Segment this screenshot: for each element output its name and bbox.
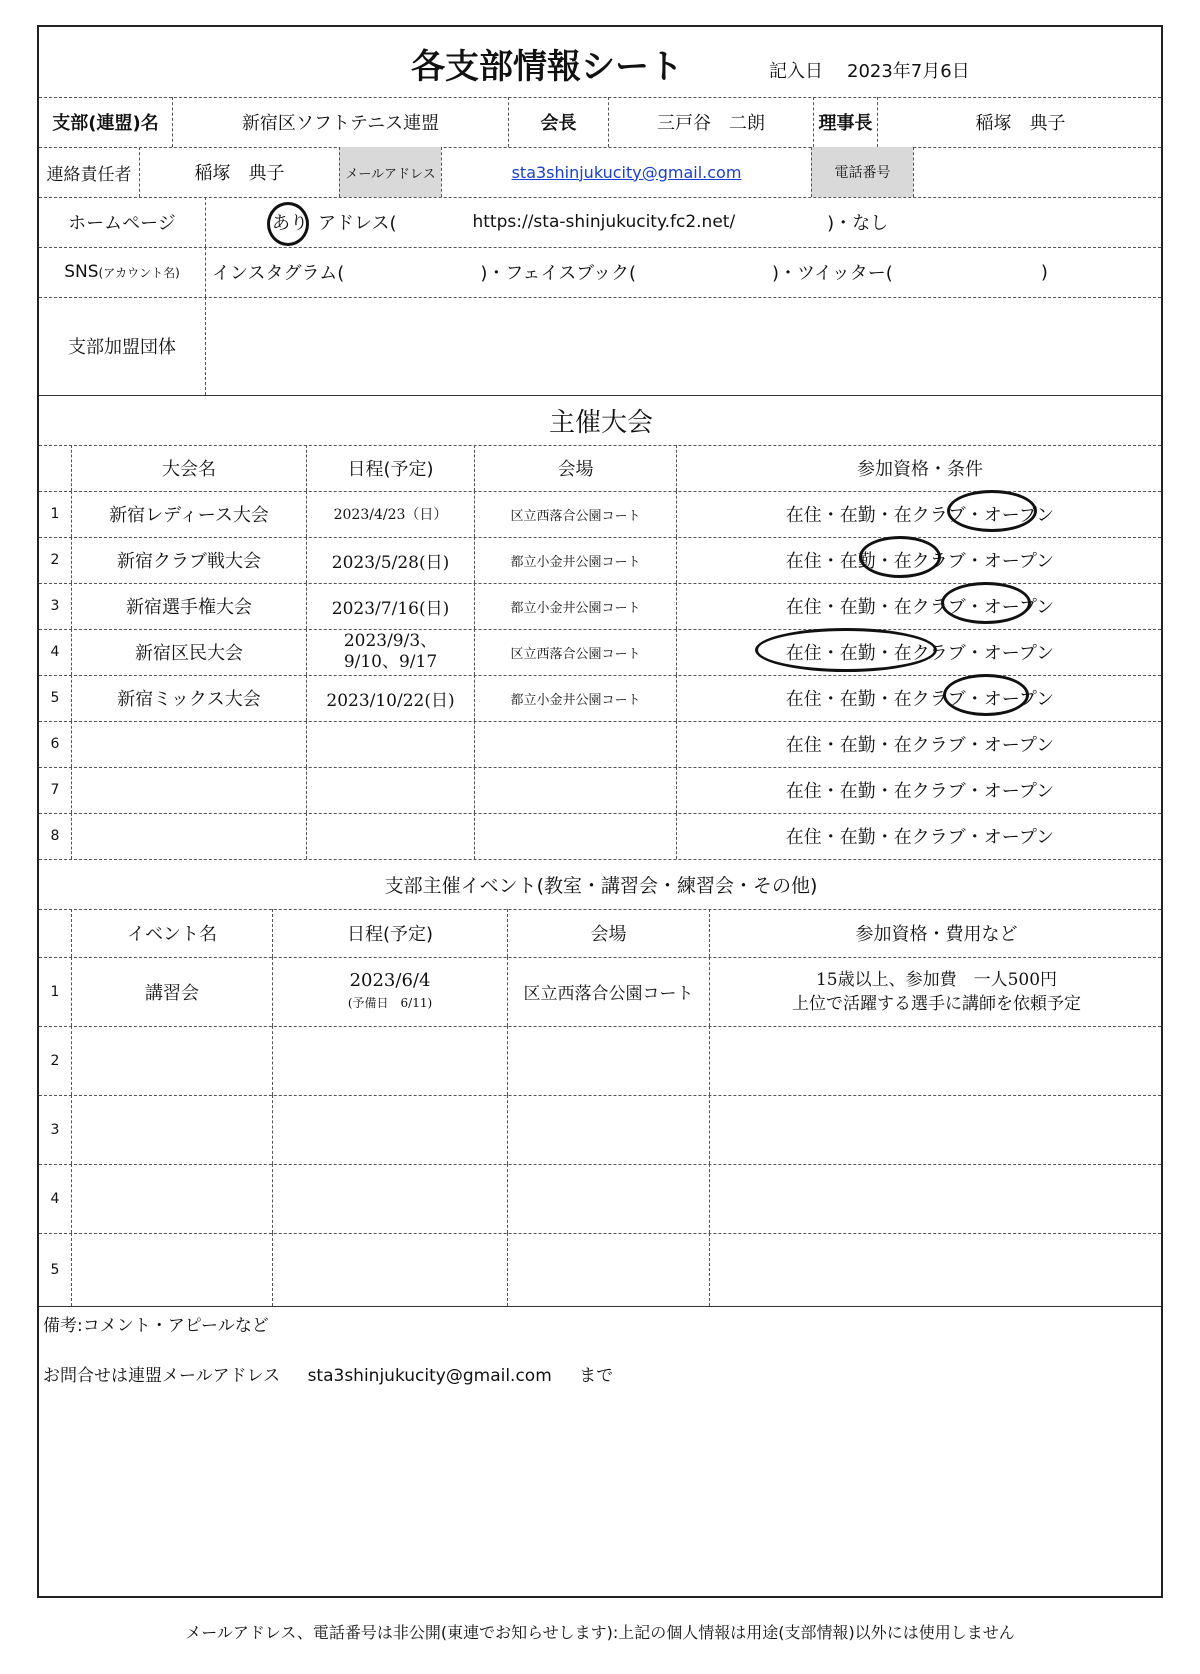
groups-value (205, 297, 1163, 395)
sns-facebook: )・フェイスブック( (480, 263, 637, 284)
sns-twitter: )・ツイッター( (772, 263, 893, 284)
event-date-cell (272, 957, 507, 1026)
remarks-label: 備考:コメント・アピールなど (43, 1316, 269, 1336)
events-title: 支部主催イベント(教室・講習会・練習会・その他) (384, 874, 818, 897)
event-num: 4 (50, 1190, 60, 1207)
events-header-row (39, 909, 1161, 958)
tournaments-header-date: 日程(予定) (306, 445, 474, 491)
homepage-row (39, 197, 1161, 248)
tournament-date: 2023/7/16(日) (331, 598, 450, 619)
phone-label: 電話番号 (811, 147, 913, 197)
tournament-row (39, 491, 1161, 538)
events-title-row (39, 859, 1161, 910)
tournament-date-cell (306, 583, 474, 629)
tournament-cond: 在住・在勤・在クラブ・オープン (676, 629, 1163, 675)
sns-close: ) (1040, 261, 1048, 283)
tournament-venue (474, 813, 676, 859)
tournament-num: 7 (50, 782, 60, 798)
inquiry-email: sta3shinjukucity@gmail.com (307, 1366, 552, 1386)
event-num: 2 (50, 1052, 60, 1069)
tournament-date: 2023/4/23（日） (333, 507, 448, 523)
date-value: 2023年7月6日 (847, 61, 970, 82)
email-label: メールアドレス (339, 147, 441, 197)
event-date-cell (272, 1026, 507, 1095)
tournament-row (39, 813, 1161, 860)
chair-label: 会長 (508, 97, 608, 147)
event-row (39, 1095, 1161, 1165)
tournament-name: 新宿レディース大会 (71, 491, 306, 537)
tournaments-header-name: 大会名 (71, 445, 306, 491)
remarks-inquiry (43, 1361, 613, 1386)
event-name (71, 1026, 272, 1095)
tournaments-title: 主催大会 (548, 407, 653, 438)
tournament-venue (474, 767, 676, 813)
sns-label: SNS (64, 262, 99, 282)
event-date-cell (272, 1095, 507, 1164)
tournament-name: 新宿クラブ戦大会 (71, 537, 306, 583)
event-cond-cell (709, 1026, 1163, 1095)
events-header-cond: 参加資格・費用など (709, 909, 1163, 957)
tournament-date: 2023/10/22(日) (326, 690, 455, 711)
contact-row (39, 147, 1161, 198)
inquiry-prefix: お問合せは連盟メールアドレス (43, 1366, 281, 1386)
branch-row (39, 97, 1161, 148)
tournament-cond: 在住・在勤・在クラブ・オープン (676, 537, 1163, 583)
event-num: 1 (50, 983, 60, 1000)
footer-note: メールアドレス、電話番号は非公開(東連でお知らせします):上記の個人情報は用途(支部情報)以外には使用しません (185, 1623, 1015, 1642)
tournament-cond: 在住・在勤・在クラブ・オープン (676, 767, 1163, 813)
event-venue (507, 1233, 709, 1306)
director-value: 稲塚 典子 (877, 97, 1163, 147)
tournament-date-cell (306, 721, 474, 767)
tournament-venue (474, 721, 676, 767)
event-row (39, 1026, 1161, 1096)
chair-value: 三戸谷 二朗 (608, 97, 813, 147)
tournaments-num-header (39, 445, 71, 491)
title-row (39, 27, 1161, 98)
tournament-num: 2 (50, 552, 60, 568)
tournament-date-cell (306, 813, 474, 859)
event-cond2: 上位で活躍する選手に講師を依頼予定 (792, 993, 1081, 1014)
event-venue (507, 1026, 709, 1095)
inquiry-suffix: まで (579, 1366, 614, 1386)
homepage-url: https://sta-shinjukucity.fc2.net/ (472, 212, 736, 232)
tournament-num: 8 (50, 828, 60, 844)
tournament-row (39, 767, 1161, 814)
tournament-date: 2023/5/28(日) (331, 552, 450, 573)
event-name (71, 1233, 272, 1306)
event-date-cell (272, 1164, 507, 1233)
homepage-yes: あり (272, 213, 308, 234)
event-cond: 15歳以上、参加費 一人500円 (815, 969, 1058, 990)
event-name: 講習会 (71, 957, 272, 1026)
tournament-name: 新宿選手権大会 (71, 583, 306, 629)
tournament-date: 2023/9/3、 (343, 631, 438, 651)
tournaments-title-row (39, 395, 1161, 446)
events-header-venue: 会場 (507, 909, 709, 957)
event-row (39, 1233, 1161, 1307)
events-num-header (39, 909, 71, 957)
tournament-num: 4 (50, 644, 60, 660)
event-venue (507, 1164, 709, 1233)
event-cond-cell (709, 1233, 1163, 1306)
tournament-venue: 区立西落合公園コート (474, 629, 676, 675)
branch-label: 支部(連盟)名 (52, 113, 159, 134)
homepage-addr-prefix: アドレス( (318, 213, 397, 234)
sns-label-cell (39, 247, 205, 297)
info-sheet (37, 25, 1163, 1598)
contact-value: 稲塚 典子 (139, 147, 339, 197)
tournament-row (39, 583, 1161, 630)
tournament-cond: 在住・在勤・在クラブ・オープン (676, 583, 1163, 629)
event-name (71, 1095, 272, 1164)
tournaments-header-cond: 参加資格・条件 (676, 445, 1163, 491)
event-row (39, 1164, 1161, 1234)
homepage-suffix: )・なし (827, 213, 889, 234)
groups-label: 支部加盟団体 (68, 337, 176, 358)
tournament-num: 3 (50, 598, 60, 614)
tournament-date2: 9/10、9/17 (343, 652, 438, 672)
page-title: 各支部情報シート (411, 47, 683, 87)
tournament-name: 新宿ミックス大会 (71, 675, 306, 721)
tournament-name (71, 721, 306, 767)
tournament-num: 1 (50, 506, 60, 522)
tournaments-header-row (39, 445, 1161, 492)
phone-value (913, 147, 1163, 197)
tournament-row (39, 629, 1161, 676)
tournament-name (71, 813, 306, 859)
tournament-venue: 区立西落合公園コート (474, 491, 676, 537)
tournaments-header-venue: 会場 (474, 445, 676, 491)
event-row (39, 957, 1161, 1027)
events-header-date: 日程(予定) (272, 909, 507, 957)
branch-value: 新宿区ソフトテニス連盟 (172, 97, 508, 147)
groups-row (39, 297, 1161, 396)
tournament-row (39, 675, 1161, 722)
event-cond-cell (709, 957, 1163, 1026)
tournament-date-cell (306, 675, 474, 721)
homepage-value (205, 197, 1163, 247)
sns-label-small: (アカウント名) (98, 265, 180, 280)
tournament-date-cell (306, 629, 474, 675)
tournament-venue: 都立小金井公園コート (474, 537, 676, 583)
event-cond-cell (709, 1095, 1163, 1164)
tournament-cond: 在住・在勤・在クラブ・オープン (676, 721, 1163, 767)
event-date: 2023/6/4 (349, 969, 431, 991)
homepage-label: ホームページ (68, 213, 176, 234)
event-date-sub: (予備日 6/11) (347, 995, 433, 1010)
email-link[interactable]: sta3shinjukucity@gmail.com (511, 162, 742, 182)
event-venue (507, 1095, 709, 1164)
director-label: 理事長 (813, 97, 877, 147)
tournament-date-cell (306, 767, 474, 813)
tournament-num: 5 (50, 690, 60, 706)
tournament-row (39, 537, 1161, 584)
tournament-venue: 都立小金井公園コート (474, 675, 676, 721)
date-label: 記入日 (769, 61, 823, 82)
sns-row (39, 247, 1161, 298)
contact-label: 連絡責任者 (46, 164, 132, 185)
tournament-name: 新宿区民大会 (71, 629, 306, 675)
event-cond-cell (709, 1164, 1163, 1233)
sns-instagram: インスタグラム( (212, 263, 345, 284)
event-num: 5 (50, 1261, 60, 1278)
event-num: 3 (50, 1121, 60, 1138)
tournament-venue: 都立小金井公園コート (474, 583, 676, 629)
tournament-date-cell (306, 491, 474, 537)
events-header-name: イベント名 (71, 909, 272, 957)
tournament-cond: 在住・在勤・在クラブ・オープン (676, 675, 1163, 721)
tournament-cond: 在住・在勤・在クラブ・オープン (676, 491, 1163, 537)
event-name (71, 1164, 272, 1233)
tournament-name (71, 767, 306, 813)
tournament-num: 6 (50, 736, 60, 752)
event-date-cell (272, 1233, 507, 1306)
email-cell (441, 147, 811, 197)
event-venue: 区立西落合公園コート (507, 957, 709, 1026)
tournament-row (39, 721, 1161, 768)
tournament-cond: 在住・在勤・在クラブ・オープン (676, 813, 1163, 859)
tournament-date-cell (306, 537, 474, 583)
sns-value (205, 247, 1163, 297)
